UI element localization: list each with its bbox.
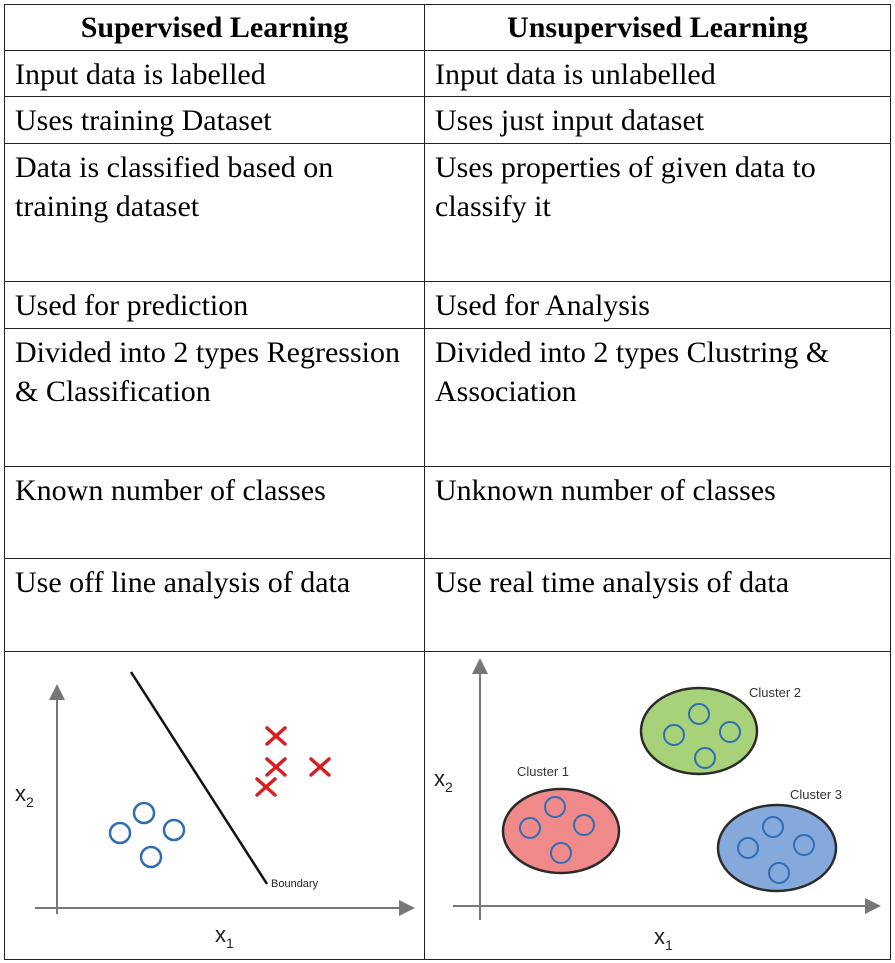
unsupervised-plot-cell [425, 652, 891, 960]
comparison-table [4, 4, 891, 960]
unsupervised-cell: Uses just input dataset [425, 97, 891, 144]
y-axis-label: $x_2$ [434, 766, 453, 795]
table-row [5, 329, 891, 467]
supervised-plot [5, 652, 425, 959]
supervised-cell: Data is classified based on training dataset [5, 144, 425, 282]
table-row [5, 97, 891, 144]
unsupervised-cell: Uses properties of given data to classify it [425, 144, 891, 282]
data-point-cross [257, 779, 275, 795]
class-circle-group [110, 803, 184, 867]
illustration-row [5, 652, 891, 960]
supervised-cell: Used for prediction [5, 282, 425, 329]
table-row [5, 559, 891, 652]
data-point-cross [311, 759, 329, 775]
cluster-1 [503, 764, 619, 873]
data-point-circle [110, 823, 130, 843]
cluster-3-label: Cluster 3 [790, 787, 843, 802]
x-axis-label: $x_1$ [215, 922, 234, 951]
unsupervised-cell: Use real time analysis of data [425, 559, 891, 652]
data-point-cross [267, 728, 285, 744]
table-row [5, 467, 891, 559]
supervised-plot-cell [5, 652, 425, 960]
supervised-cell: Use off line analysis of data [5, 559, 425, 652]
unsupervised-cell: Unknown number of classes [425, 467, 891, 559]
table-row [5, 282, 891, 329]
data-point-circle [164, 820, 184, 840]
data-point-circle [141, 847, 161, 867]
unsupervised-cell: Divided into 2 types Clustring & Association [425, 329, 891, 467]
cluster-2 [641, 685, 801, 774]
data-point-cross [267, 759, 285, 775]
header-row [5, 5, 891, 51]
table-row [5, 144, 891, 282]
cluster-3 [718, 787, 842, 891]
class-cross-group [257, 728, 329, 795]
data-point-circle [134, 803, 154, 823]
header-unsupervised: Unsupervised Learning [425, 5, 891, 51]
table-row [5, 51, 891, 97]
supervised-cell: Uses training Dataset [5, 97, 425, 144]
supervised-cell: Input data is labelled [5, 51, 425, 97]
unsupervised-plot [425, 652, 891, 959]
cluster-2-label: Cluster 2 [749, 685, 802, 700]
header-supervised: Supervised Learning [5, 5, 425, 51]
supervised-cell: Divided into 2 types Regression & Classification [5, 329, 425, 467]
cluster-1-label: Cluster 1 [517, 764, 570, 779]
boundary-line [131, 672, 267, 884]
x-axis-label: $x_1$ [654, 924, 673, 953]
unsupervised-cell: Used for Analysis [425, 282, 891, 329]
supervised-cell: Known number of classes [5, 467, 425, 559]
y-axis-label: $x_2$ [15, 781, 34, 810]
unsupervised-cell: Input data is unlabelled [425, 51, 891, 97]
boundary-label: Boundary [271, 878, 319, 890]
